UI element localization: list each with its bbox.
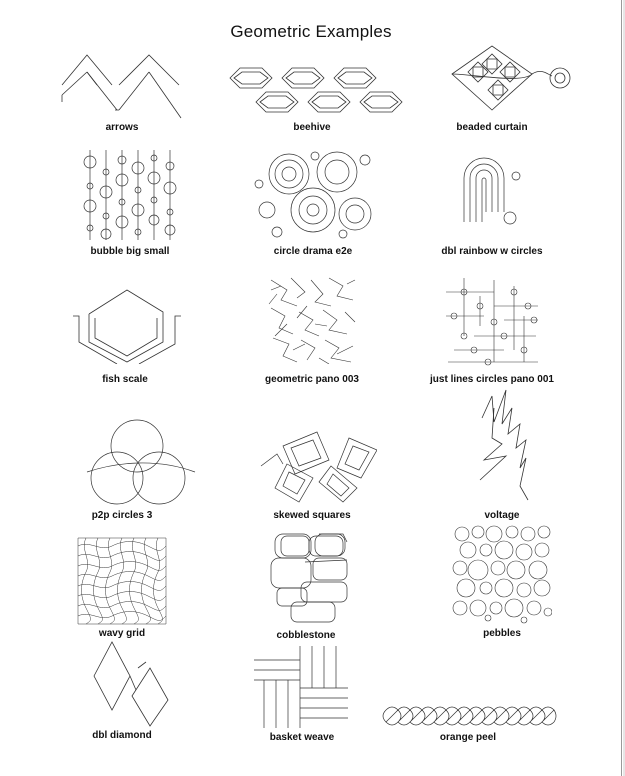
pebbles-pattern-icon	[452, 524, 552, 624]
beehive-pattern-icon	[222, 50, 404, 122]
pattern-item-geometric-pano	[222, 276, 402, 385]
pattern-item-beehive	[222, 50, 402, 133]
pattern-item-wavy-grid	[32, 536, 212, 639]
arrows-pattern-icon	[57, 50, 187, 122]
pattern-label: cobblestone	[276, 630, 336, 641]
cobblestone-pattern-icon	[261, 532, 351, 624]
just-lines-circles-pattern-icon	[444, 276, 540, 366]
pattern-item-pebbles	[412, 524, 592, 639]
skewed-squares-pattern-icon	[247, 426, 377, 506]
p2p-circles-pattern-icon	[47, 418, 197, 506]
pattern-item-dbl-diamond	[32, 640, 212, 741]
pattern-item-beaded-curtain	[402, 44, 582, 133]
pattern-label: fish scale	[102, 374, 148, 385]
pattern-label: orange peel	[439, 732, 497, 743]
voltage-pattern-icon	[412, 388, 592, 510]
pattern-label: voltage	[484, 510, 520, 521]
pattern-item-basket-weave	[212, 646, 392, 743]
basket-weave-pattern-icon	[252, 646, 352, 728]
pattern-label: dbl diamond	[92, 730, 152, 741]
pattern-label: beaded curtain	[456, 122, 528, 133]
dbl-rainbow-pattern-icon	[452, 152, 532, 228]
pattern-item-circle-drama	[223, 150, 403, 257]
pattern-label: just lines circles pano 001	[430, 374, 554, 385]
pattern-item-just-lines-circles	[402, 276, 582, 385]
pattern-item-cobblestone	[216, 532, 396, 641]
pattern-label: skewed squares	[273, 510, 351, 521]
pattern-label: dbl rainbow w circles	[441, 246, 543, 257]
dbl-diamond-pattern-icon	[72, 640, 172, 730]
pattern-item-p2p-circles	[32, 418, 212, 521]
bubble-big-small-pattern-icon	[80, 150, 180, 240]
pattern-item-skewed-squares	[222, 426, 402, 521]
page-title: Geometric Examples	[230, 22, 392, 41]
pattern-label: p2p circles 3	[91, 510, 153, 521]
geometric-pano-pattern-icon	[267, 276, 357, 364]
pattern-label: pebbles	[483, 628, 521, 639]
wavy-grid-pattern-icon	[76, 536, 168, 626]
pattern-item-dbl-rainbow	[402, 152, 582, 257]
pattern-item-orange-peel	[378, 702, 558, 743]
pattern-label: arrows	[105, 122, 139, 133]
page-edge	[621, 0, 622, 776]
pattern-label: geometric pano 003	[265, 374, 359, 385]
pattern-item-arrows	[32, 50, 212, 133]
pattern-label: bubble big small	[90, 246, 170, 257]
pattern-item-bubble-big-small	[40, 150, 220, 257]
circle-drama-pattern-icon	[253, 150, 373, 240]
pattern-item-voltage	[412, 388, 592, 521]
pattern-label: beehive	[293, 122, 331, 133]
pattern-label: basket weave	[269, 732, 335, 743]
pattern-label: wavy grid	[98, 628, 146, 639]
orange-peel-pattern-icon	[378, 702, 558, 728]
pattern-label: circle drama e2e	[273, 246, 353, 257]
pattern-item-fish-scale	[35, 288, 215, 385]
beaded-curtain-pattern-icon	[412, 44, 572, 116]
fish-scale-pattern-icon	[65, 288, 185, 364]
